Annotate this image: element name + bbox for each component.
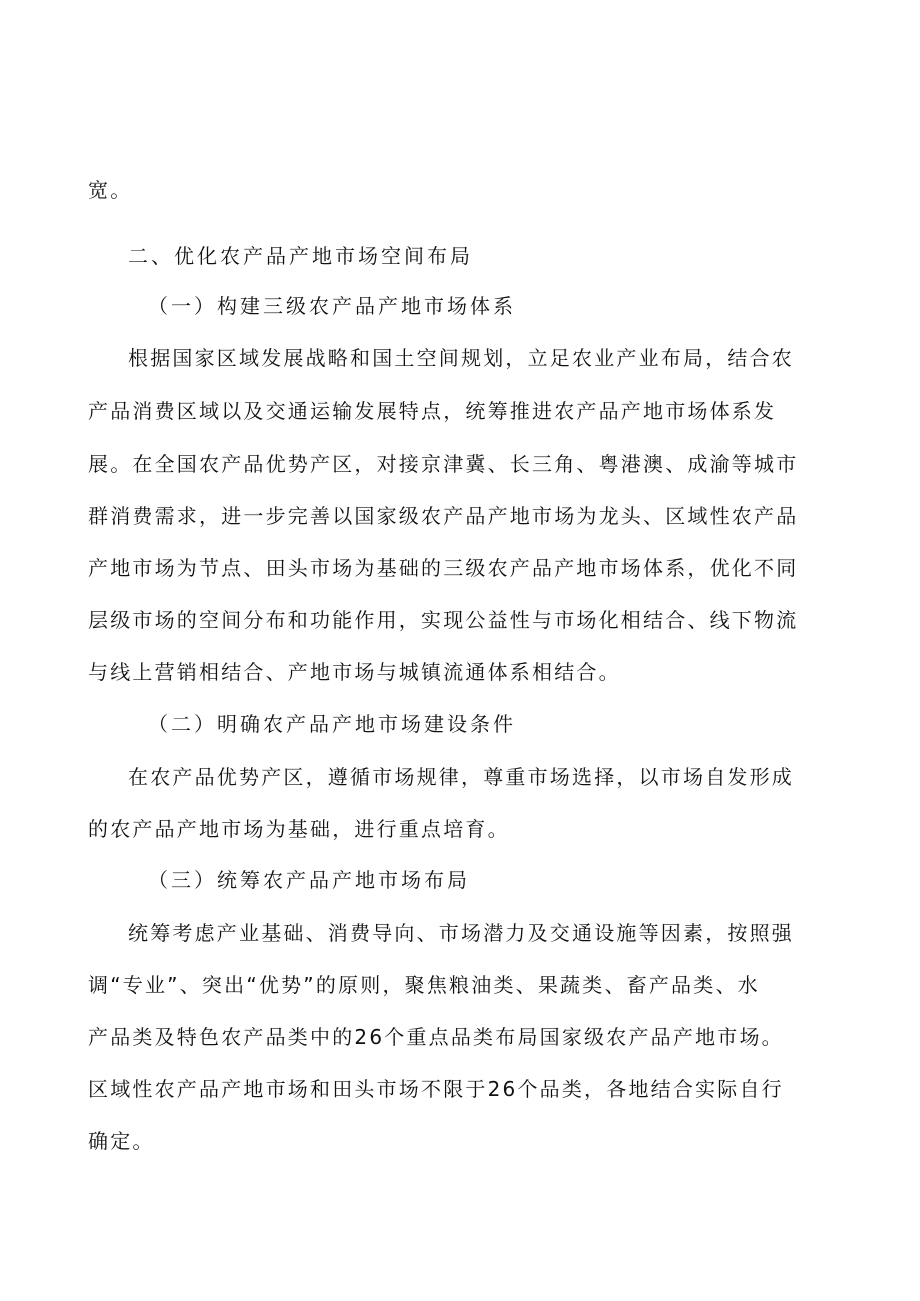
continuation-line: 宽。 bbox=[88, 178, 133, 202]
paragraph-1-line: 展。在全国农产品优势产区，对接京津冀、长三角、粤港澳、成渝等城市 bbox=[88, 452, 799, 476]
paragraph-1-line: 与线上营销相结合、产地市场与城镇流通体系相结合。 bbox=[88, 660, 621, 684]
paragraph-3-line: 统筹考虑产业基础、消费导向、市场潜力及交通设施等因素，按照强 bbox=[128, 921, 794, 945]
paragraph-2-line: 的农产品产地市场为基础，进行重点培育。 bbox=[88, 817, 510, 841]
paragraph-3-line: 调“专业”、突出“优势”的原则，聚焦粮油类、果蔬类、畜产品类、水 bbox=[88, 973, 760, 997]
paragraph-3-line: 产品类及特色农产品类中的26个重点品类布局国家级农产品产地市场。 bbox=[88, 1025, 784, 1049]
paragraph-3-line: 确定。 bbox=[88, 1129, 155, 1153]
subsection-2-heading: （二）明确农产品产地市场建设条件 bbox=[148, 712, 516, 736]
paragraph-1-line: 群消费需求，进一步完善以国家级农产品产地市场为龙头、区域性农产品 bbox=[88, 504, 799, 528]
subsection-3-heading: （三）统筹农产品产地市场布局 bbox=[148, 868, 470, 892]
section-heading: 二、优化农产品产地市场空间布局 bbox=[128, 244, 473, 268]
subsection-1-heading: （一）构建三级农产品产地市场体系 bbox=[148, 294, 516, 318]
paragraph-3-line: 区域性农产品产地市场和田头市场不限于26个品类，各地结合实际自行 bbox=[88, 1077, 784, 1101]
paragraph-1-line: 产品消费区域以及交通运输发展特点，统筹推进农产品产地市场体系发 bbox=[88, 399, 777, 423]
paragraph-1-line: 根据国家区域发展战略和国土空间规划，立足农业产业布局，结合农 bbox=[128, 346, 794, 370]
paragraph-1-line: 产地市场为节点、田头市场为基础的三级农产品产地市场体系，优化不同 bbox=[88, 556, 799, 580]
paragraph-1-line: 层级市场的空间分布和功能作用，实现公益性与市场化相结合、线下物流 bbox=[88, 608, 799, 632]
paragraph-2-line: 在农产品优势产区，遵循市场规律，尊重市场选择，以市场自发形成 bbox=[128, 765, 794, 789]
